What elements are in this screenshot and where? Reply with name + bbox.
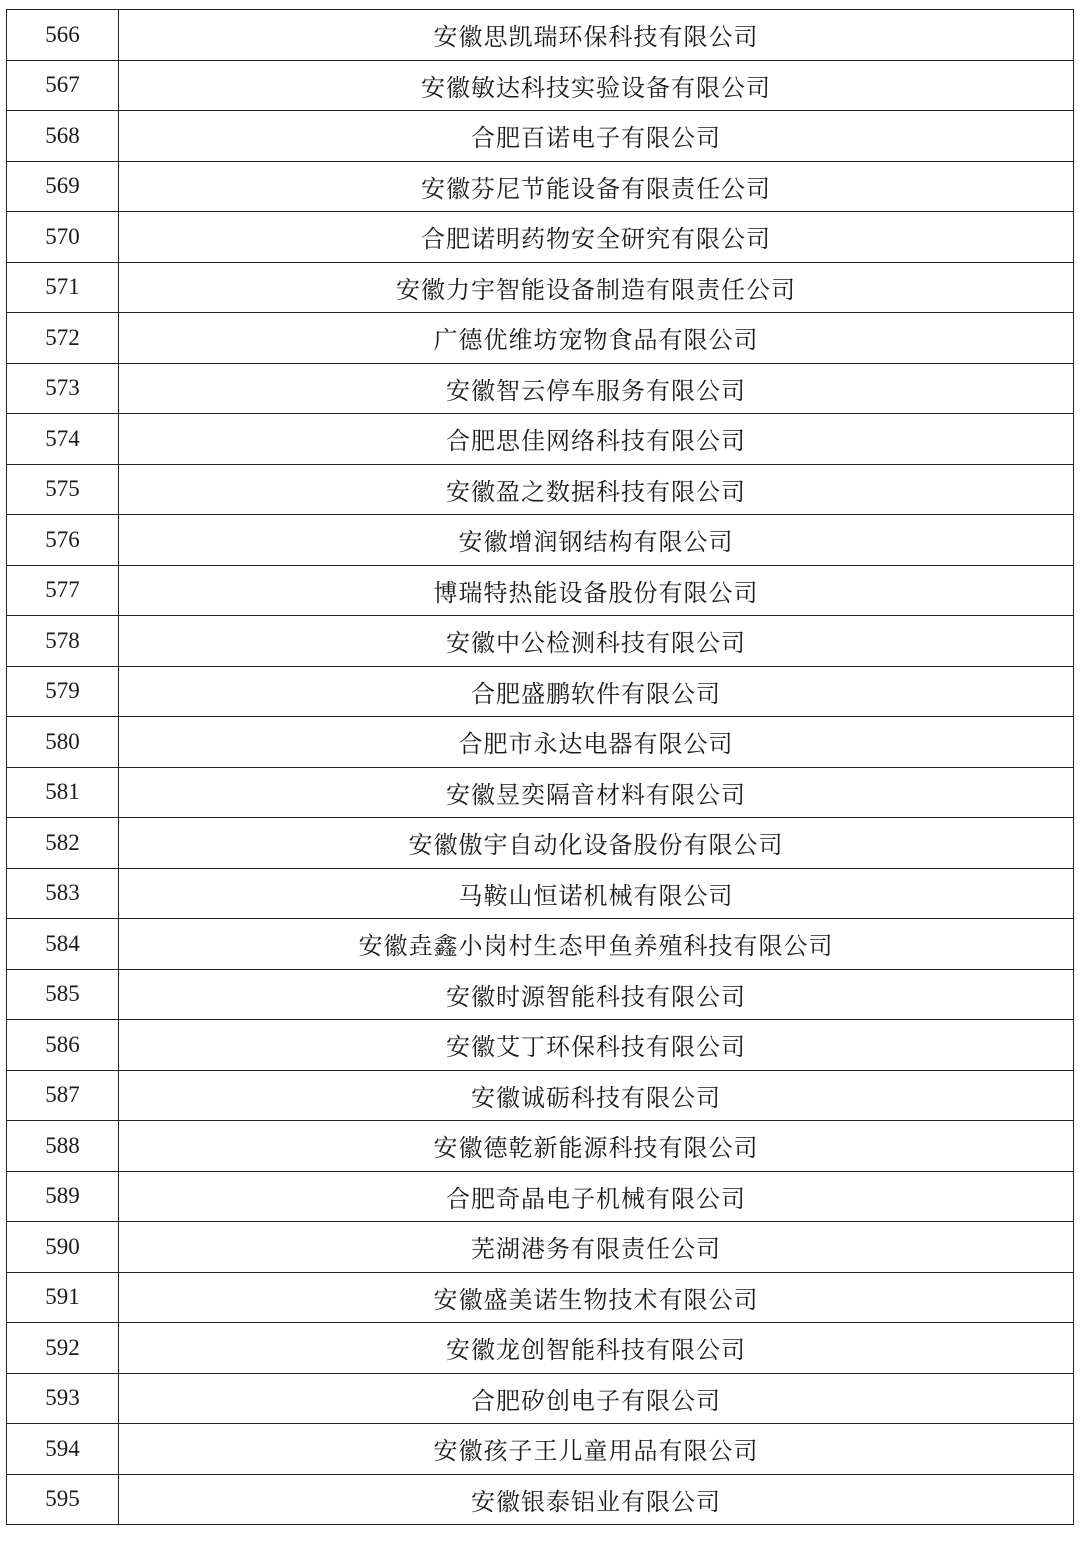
company-name-cell: 马鞍山恒诺机械有限公司 [119,868,1074,919]
company-name-cell: 安徽力宇智能设备制造有限责任公司 [119,262,1074,313]
table-row [7,616,1074,667]
company-name-cell: 安徽中公检测科技有限公司 [119,616,1074,667]
row-number-cell: 571 [7,262,119,313]
row-number-cell: 572 [7,313,119,364]
company-name-cell: 安徽昱奕隔音材料有限公司 [119,767,1074,818]
table-row [7,1121,1074,1172]
table-row [7,666,1074,717]
row-number-cell: 590 [7,1222,119,1273]
row-number-cell: 591 [7,1272,119,1323]
table-row [7,868,1074,919]
table-row [7,262,1074,313]
table-row [7,60,1074,111]
company-name-cell: 合肥百诺电子有限公司 [119,111,1074,162]
row-number-cell: 578 [7,616,119,667]
company-name-cell: 安徽盈之数据科技有限公司 [119,464,1074,515]
company-name-cell: 合肥矽创电子有限公司 [119,1373,1074,1424]
company-name-cell: 安徽增润钢结构有限公司 [119,515,1074,566]
company-name-cell: 博瑞特热能设备股份有限公司 [119,565,1074,616]
row-number-cell: 585 [7,969,119,1020]
row-number-cell: 594 [7,1424,119,1475]
company-name-cell: 安徽银泰铝业有限公司 [119,1474,1074,1525]
table-row [7,515,1074,566]
row-number-cell: 586 [7,1020,119,1071]
row-number-cell: 582 [7,818,119,869]
company-name-cell: 合肥诺明药物安全研究有限公司 [119,212,1074,263]
row-number-cell: 595 [7,1474,119,1525]
table-row [7,767,1074,818]
company-name-cell: 合肥奇晶电子机械有限公司 [119,1171,1074,1222]
table-row [7,1171,1074,1222]
table-row [7,1070,1074,1121]
company-name-cell: 安徽盛美诺生物技术有限公司 [119,1272,1074,1323]
table-row [7,1474,1074,1525]
company-name-cell: 安徽芬尼节能设备有限责任公司 [119,161,1074,212]
company-name-cell: 安徽龙创智能科技有限公司 [119,1323,1074,1374]
row-number-cell: 567 [7,60,119,111]
company-name-cell: 安徽智云停车服务有限公司 [119,363,1074,414]
row-number-cell: 569 [7,161,119,212]
row-number-cell: 584 [7,919,119,970]
company-name-cell: 合肥思佳网络科技有限公司 [119,414,1074,465]
company-name-cell: 安徽孩子王儿童用品有限公司 [119,1424,1074,1475]
company-name-cell: 合肥市永达电器有限公司 [119,717,1074,768]
table-row [7,717,1074,768]
row-number-cell: 574 [7,414,119,465]
row-number-cell: 580 [7,717,119,768]
row-number-cell: 577 [7,565,119,616]
company-list-table [6,9,1074,1525]
row-number-cell: 588 [7,1121,119,1172]
table-row [7,414,1074,465]
company-name-cell: 合肥盛鹏软件有限公司 [119,666,1074,717]
company-name-cell: 安徽诚砺科技有限公司 [119,1070,1074,1121]
table-row [7,969,1074,1020]
company-name-cell: 安徽时源智能科技有限公司 [119,969,1074,1020]
table-row [7,111,1074,162]
table-row [7,10,1074,61]
row-number-cell: 568 [7,111,119,162]
row-number-cell: 576 [7,515,119,566]
row-number-cell: 587 [7,1070,119,1121]
row-number-cell: 579 [7,666,119,717]
table-row [7,313,1074,364]
table-row [7,1272,1074,1323]
company-name-cell: 安徽思凯瑞环保科技有限公司 [119,10,1074,61]
row-number-cell: 573 [7,363,119,414]
row-number-cell: 566 [7,10,119,61]
row-number-cell: 589 [7,1171,119,1222]
company-name-cell: 安徽傲宇自动化设备股份有限公司 [119,818,1074,869]
table-row [7,565,1074,616]
table-row [7,919,1074,970]
table-row [7,1424,1074,1475]
company-name-cell: 广德优维坊宠物食品有限公司 [119,313,1074,364]
company-name-cell: 安徽德乾新能源科技有限公司 [119,1121,1074,1172]
row-number-cell: 592 [7,1323,119,1374]
row-number-cell: 581 [7,767,119,818]
row-number-cell: 583 [7,868,119,919]
table-row [7,464,1074,515]
table-row [7,1373,1074,1424]
table-row [7,212,1074,263]
company-name-cell: 安徽敏达科技实验设备有限公司 [119,60,1074,111]
company-name-cell: 安徽垚鑫小岗村生态甲鱼养殖科技有限公司 [119,919,1074,970]
company-name-cell: 芜湖港务有限责任公司 [119,1222,1074,1273]
table-row [7,161,1074,212]
row-number-cell: 570 [7,212,119,263]
table-row [7,1323,1074,1374]
table-row [7,1222,1074,1273]
row-number-cell: 593 [7,1373,119,1424]
table-body [7,10,1074,1525]
row-number-cell: 575 [7,464,119,515]
table-row [7,818,1074,869]
table-row [7,1020,1074,1071]
company-name-cell: 安徽艾丁环保科技有限公司 [119,1020,1074,1071]
table-row [7,363,1074,414]
